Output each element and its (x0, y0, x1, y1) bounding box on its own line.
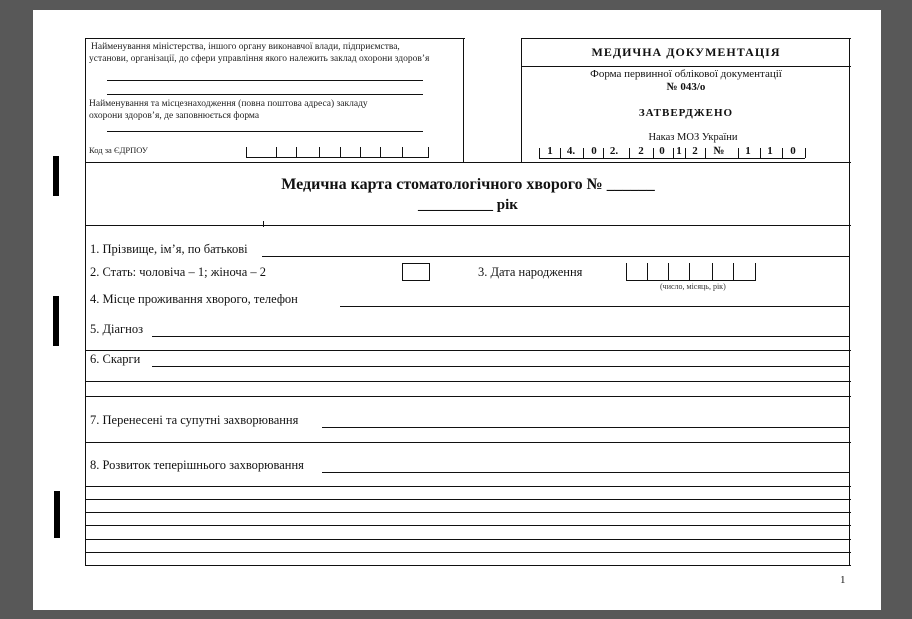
facility-label-line2: охорони здоров’я, де заповнюється форма (89, 111, 260, 121)
history-line-2[interactable] (85, 486, 851, 487)
field-6-label: 6. Скарги (90, 352, 141, 366)
field-4-label: 4. Місце проживання хворого, телефон (90, 292, 298, 306)
med-doc-title: МЕДИЧНА ДОКУМЕНТАЦІЯ (591, 45, 781, 59)
facility-label: Найменування та місцезнаходження (повна поштова адреса) закладу (89, 99, 368, 109)
complaints-line-3[interactable] (85, 396, 851, 397)
ministry-input-line[interactable] (107, 80, 423, 81)
full-name-input[interactable] (262, 256, 849, 257)
history-line-5[interactable] (85, 525, 851, 526)
history-line-3[interactable] (85, 499, 851, 500)
facility-input-line[interactable] (107, 131, 423, 132)
disease-history-input[interactable] (322, 472, 849, 473)
field-2-label: 2. Стать: чоловіча – 1; жіноча – 2 (90, 265, 267, 279)
comorbidities-line-2[interactable] (85, 442, 851, 443)
approved-label: ЗАТВЕРДЖЕНО (638, 107, 734, 119)
field-8-label: 8. Розвиток теперішнього захворювання (90, 458, 304, 472)
order-label: Наказ МОЗ України (648, 132, 738, 143)
binding-mark (53, 156, 59, 196)
field-7-label: 7. Перенесені та супутні захворювання (90, 413, 299, 427)
field-1-label: 1. Прізвище, ім’я, по батькові (90, 242, 248, 256)
birth-date-hint: (число, місяць, рік) (660, 282, 726, 291)
address-input[interactable] (340, 306, 849, 307)
page-number: 1 (840, 574, 846, 586)
complaints-input[interactable] (152, 366, 849, 367)
binding-mark (53, 296, 59, 346)
ministry-input-line-2[interactable] (107, 94, 423, 95)
card-title: Медична карта стоматологічного хворого № ______ (281, 176, 655, 193)
complaints-line-2[interactable] (85, 381, 851, 382)
binding-mark (54, 491, 60, 538)
field-3-label: 3. Дата народження (478, 265, 583, 279)
field-5-label: 5. Діагноз (90, 322, 144, 336)
form-label: Форма первинної облікової документації (590, 68, 782, 80)
history-line-4[interactable] (85, 512, 851, 513)
form-number: № 043/о (666, 81, 706, 93)
ministry-label: Найменування міністерства, іншого органу виконавчої влади, підприємства, (91, 42, 400, 52)
comorbidities-input[interactable] (322, 427, 849, 428)
document-page: Найменування міністерства, іншого органу виконавчої влади, підприємства, установи, організації, до сфери управління якого належить заклад охорони здоров’я Найменування та місцезнаходження (повна поштова адреса) закладу охорони здоров’я, де заповнюється форма Код за ЄДРПОУ МЕДИЧНА ДОКУМЕНТАЦІЯ Форма первинної облікової документації № 043/о ЗАТВЕРДЖЕНО Наказ МОЗ України 1 4. 0 2. 2 0 1 2 № 1 1 0 Медична карта стоматологічного хворого № ______ __________ рік 1. Прізвище, ім’я, по батькові 2. Стать: чоловіча – 1; жіноча – 2 3. Дата народження (число, місяць, рік) 4. Місце проживання хворого, телефон 5. Діагноз 6. Скарги 7. Перенесені та супутні захворювання 8. Розвиток теперішнього захворювання 1 (33, 10, 881, 610)
edrpou-label: Код за ЄДРПОУ (89, 145, 148, 155)
history-line-6[interactable] (85, 539, 851, 540)
sex-input-box[interactable] (402, 263, 430, 281)
card-year[interactable]: __________ рік (418, 197, 518, 213)
ministry-label-line2: установи, організації, до сфери управління якого належить заклад охорони здоров’я (89, 54, 430, 64)
diagnosis-input[interactable] (152, 336, 849, 337)
history-line-7[interactable] (85, 552, 851, 553)
